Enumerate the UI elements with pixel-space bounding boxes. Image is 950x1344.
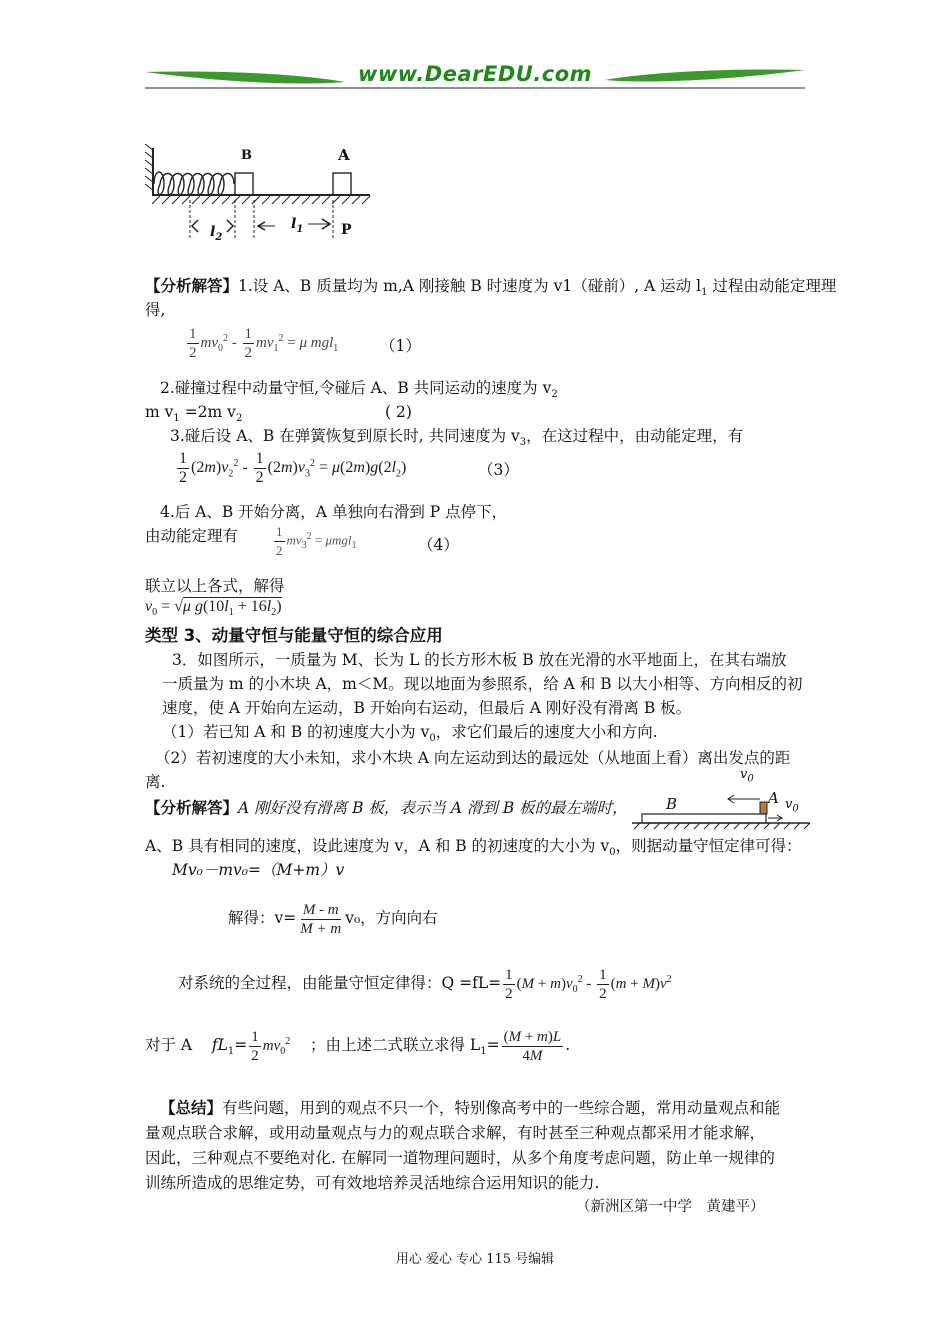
equation-1-number: （1） — [380, 337, 421, 355]
analysis-para-4b: 由动能定理有 — [145, 527, 239, 545]
solution-velocity: 解得：v= $\frac{M - m}{M + m}$ v₀，方向向右 — [228, 901, 438, 937]
energy-conservation-line: 对系统的全过程，由能量守恒定律得：Q =fL= $\frac{1}{2}$ $(M + m)v_0^2$ - $\frac{1}{2}$ $(m + M)v^2$ — [178, 966, 672, 1002]
question-line-5: （2）若初速度的大小未知，求小木块 A 向左运动到达的最远处（从地面上看）离出发点的距 — [155, 749, 791, 767]
momentum-equation: m $v_1 =2m$ $v_2$ — [145, 403, 243, 425]
summary-line-3: 因此，三种观点不要绝对化. 在解同一道物理问题时，从多个角度考虑问题，防止单一规律的 — [145, 1149, 775, 1167]
section-title: 类型 3、动量守恒与能量守恒的综合应用 — [145, 626, 443, 645]
question-line-2: 一质量为 m 的小木块 A，m＜M。现以地面为参照系，给 A 和 B 以大小相等、方向相反的初 — [162, 675, 803, 693]
l1-label: $l_1$ — [291, 216, 304, 235]
equation-1: $\frac{1}{2}$ $mv_0^2$ - $\frac{1}{2}$ $mv_1^2 = \mu$ mgl$_1$ — [189, 326, 339, 361]
equation-3-number: （3） — [478, 461, 519, 479]
analysis-tag: 【分析解答】 — [145, 276, 239, 295]
analysis-para-3: 3.碰后设 A、B 在弹簧恢复到原长时, 共同速度为 $v_3$，在这过程中，由动能定理，有 — [170, 427, 744, 449]
momentum-conservation-eq: Mv₀－mv₀=（M+m）v — [172, 861, 345, 879]
question-line-6: 离. — [145, 773, 166, 791]
summary-tag: 【总结】 — [160, 1098, 223, 1117]
block-b-label: B — [241, 148, 252, 163]
board-b-label: B — [666, 795, 678, 813]
answer-tag: 【分析解答】 — [145, 798, 239, 817]
equation-4-number: （4） — [418, 536, 459, 554]
block-a-label: A — [338, 146, 350, 164]
equation-4: $\frac{1}{2}$ $mv_3^2 = \mu mgl_1$ — [276, 524, 357, 558]
analysis-para-4: 4.后 A、B 开始分离，A 单独向右滑到 P 点停下， — [160, 503, 508, 521]
board-figure — [630, 765, 830, 830]
site-title: www.DearEDU.com — [357, 62, 593, 86]
board-diagram — [630, 765, 830, 830]
analysis-para-5: 联立以上各式，解得 — [145, 577, 285, 595]
point-p-label: P — [341, 222, 352, 238]
result-equation: $v_0 = √\mu$ $g(10l_1 + 16l_2)$ — [145, 598, 282, 619]
analysis-para-1: 【分析解答】1.设 A、B 质量均为 m,A 刚接触 B 时速度为 v1（碰前）, A 运动 $l_1$ 过程由动能定理理 — [145, 276, 837, 299]
summary-line-4: 训练所造成的思维定势，可有效地培养灵活地综合运用知识的能力. — [145, 1174, 600, 1192]
equation-2-number: ( 2) — [385, 403, 412, 421]
author-line: （新洲区第一中学 黄建平） — [576, 1199, 765, 1215]
l2-label: $l_2$ — [210, 224, 223, 243]
question-line-1: 3．如图所示，一质量为 M、长为 L 的长方形木板 B 放在光滑的水平地面上，在其右端放 — [172, 651, 787, 669]
block-a-label-2: A — [768, 789, 779, 807]
v0-top-label: $v_0$ — [740, 767, 754, 785]
answer-line-2: A、B 具有相同的速度，设此速度为 v，A 和 B 的初速度的大小为 $v_0$，则据动量守恒定律可得： — [145, 837, 802, 859]
page-header — [140, 60, 810, 96]
analysis-para-1b: 得, — [145, 301, 166, 319]
equation-3: $\frac{1}{2}$ $(2m)v_2^2$ - $\frac{1}{2}$ $(2m)v_3^2 = \mu(2m)g(2l_2)$ — [179, 450, 407, 486]
v0-right-label: $v_0$ — [785, 797, 799, 815]
analysis-para-2: 2.碰撞过程中动量守恒,令碰后 A、B 共同运动的速度为 $v_2$ — [160, 379, 558, 401]
summary-line-2: 量观点联合求解，或用动量观点与力的观点联合求解，有时甚至三种观点都采用才能求解， — [145, 1124, 766, 1142]
question-line-3: 速度，使 A 开始向左运动，B 开始向右运动，但最后 A 刚好没有滑离 B 板。 — [162, 699, 692, 717]
question-line-4: （1）若已知 A 和 B 的初速度大小为 $v_0$，求它们最后的速度大小和方向. — [162, 723, 658, 745]
page-footer: 用心 爱心 专心 115 号编辑 — [395, 1252, 555, 1267]
answer-line-1: 【分析解答】A 刚好没有滑离 B 板，表示当 A 滑到 B 板的最左端时， — [145, 798, 628, 817]
summary-line-1: 【总结】有些问题，用到的观点不只一个，特别像高考中的一些综合题，常用动量观点和能 — [160, 1098, 781, 1117]
distance-line: 对于 A $fL_1=$ $\frac{1}{2}$ $mv_0^2$ ；由上述二式联立求得 $L_1=$ $\frac{(M + m)L}{4M}$ . — [145, 1028, 571, 1064]
spring-figure — [140, 140, 380, 250]
